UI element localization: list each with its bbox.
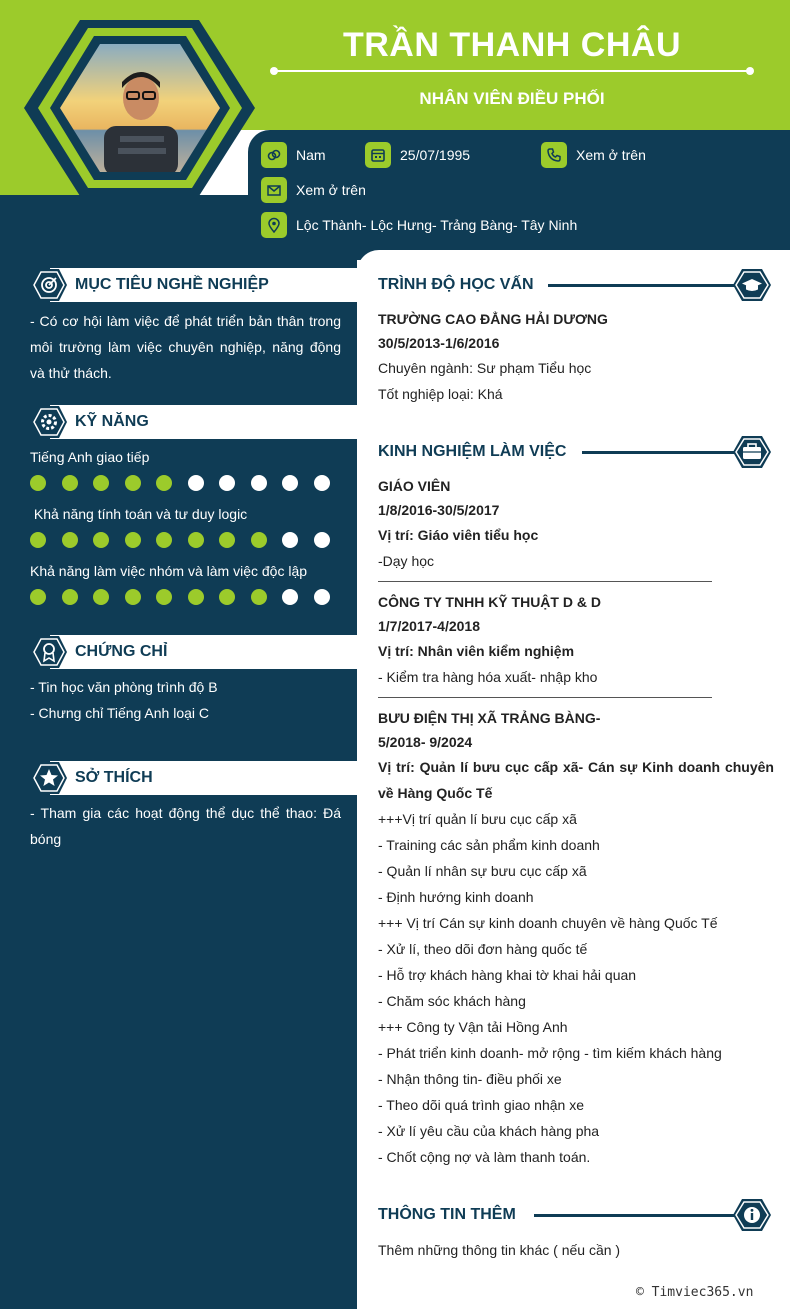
extra-info-heading: THÔNG TIN THÊM xyxy=(378,1198,774,1232)
job-description-line: - Hỗ trợ khách hàng khai tờ khai hải quan xyxy=(378,967,637,983)
job-description-line: - Chốt cộng nợ và làm thanh toán. xyxy=(378,1149,591,1165)
job-description-line: - Training các sản phẩm kinh doanh xyxy=(378,837,600,853)
skill-dot xyxy=(62,589,78,605)
graduation-cap-icon xyxy=(732,268,772,302)
email-icon xyxy=(261,177,287,203)
info-icon xyxy=(732,1198,772,1232)
gender-icon xyxy=(261,142,287,168)
name-divider xyxy=(272,70,752,72)
cert-item: - Tin học văn phòng trình độ B xyxy=(30,679,218,695)
skill-label: Khả năng tính toán và tư duy logic xyxy=(30,506,248,522)
skill-dot xyxy=(219,532,235,548)
objective-heading: MỤC TIÊU NGHỀ NGHIỆP xyxy=(30,268,269,302)
job-description-line: +++ Vị trí Cán sự kinh doanh chuyên về hàng Quốc Tế xyxy=(378,915,718,931)
skill-dot xyxy=(156,475,172,491)
job-company: BƯU ĐIỆN THỊ XÃ TRẢNG BÀNG- xyxy=(378,710,601,726)
skill-label: Khả năng làm việc nhóm và làm việc độc lập xyxy=(30,563,308,579)
target-icon xyxy=(30,268,68,302)
job-description-line: - Phát triển kinh doanh- mở rộng - tìm kiếm khách hàng xyxy=(378,1045,722,1061)
skill-dot xyxy=(156,589,172,605)
skill-dot xyxy=(93,532,109,548)
objective-text: - Có cơ hội làm việc để phát triển bản thân trong môi trường làm việc chuyên nghiệp, năng động và thử thách. xyxy=(30,313,341,381)
job-period: 1/8/2016-30/5/2017 xyxy=(378,502,500,518)
watermark: © Timviec365.vn xyxy=(636,1285,754,1300)
skill-dot xyxy=(30,532,46,548)
education-heading: TRÌNH ĐỘ HỌC VẤN xyxy=(378,268,774,302)
education-grade: Tốt nghiệp loại: Khá xyxy=(378,386,503,402)
education-major: Chuyên ngành: Sư phạm Tiểu học xyxy=(378,360,592,376)
skill-dot xyxy=(251,532,267,548)
skill-dot xyxy=(188,532,204,548)
skill-rating xyxy=(30,589,330,605)
job-position: Vị trí: Nhân viên kiểm nghiệm xyxy=(378,643,575,659)
job-position: Vị trí: Quản lí bưu cục cấp xã- Cán sự Kinh doanh chuyên về Hàng Quốc Tế xyxy=(378,759,774,801)
skill-dot xyxy=(282,532,298,548)
skill-label: Tiếng Anh giao tiếp xyxy=(30,449,150,465)
skill-dot xyxy=(156,532,172,548)
job-description-list xyxy=(378,806,774,1170)
birthday-row xyxy=(365,142,470,168)
job-company: GIÁO VIÊN xyxy=(378,478,451,494)
skill-dot xyxy=(30,475,46,491)
job-description-line: - Theo dõi quá trình giao nhận xe xyxy=(378,1097,585,1113)
skill-dot xyxy=(314,532,330,548)
cert-item: - Chưng chỉ Tiếng Anh loại C xyxy=(30,705,210,721)
job-description-line: +++Vị trí quản lí bưu cục cấp xã xyxy=(378,811,577,827)
phone-icon xyxy=(541,142,567,168)
skill-dot xyxy=(93,475,109,491)
birthday-value: 25/07/1995 xyxy=(400,147,471,163)
skill-dot xyxy=(125,589,141,605)
skill-dot xyxy=(62,532,78,548)
skill-dot xyxy=(219,589,235,605)
certs-heading: CHỨNG CHỈ xyxy=(30,635,167,669)
job-description-line: - Định hướng kinh doanh xyxy=(378,889,534,905)
skill-dot xyxy=(314,475,330,491)
job-description-line: - Xử lí, theo dõi đơn hàng quốc tế xyxy=(378,941,588,957)
job-period: 1/7/2017-4/2018 xyxy=(378,618,480,634)
job-description-line: +++ Công ty Vận tải Hồng Anh xyxy=(378,1019,568,1035)
candidate-name: TRẦN THANH CHÂU xyxy=(342,26,682,64)
education-period: 30/5/2013-1/6/2016 xyxy=(378,335,500,351)
job-period: 5/2018- 9/2024 xyxy=(378,734,473,750)
gender-row xyxy=(261,142,326,168)
skills-heading: KỸ NĂNG xyxy=(30,405,149,439)
skill-dot xyxy=(93,589,109,605)
hobbies-heading: SỞ THÍCH xyxy=(30,761,153,795)
email-value: Xem ở trên xyxy=(296,182,366,198)
address-value: Lộc Thành- Lộc Hưng- Trảng Bàng- Tây Ninh xyxy=(296,217,578,233)
skill-dot xyxy=(282,589,298,605)
skill-dot xyxy=(188,475,204,491)
education-school: TRƯỜNG CAO ĐẲNG HẢI DƯƠNG xyxy=(378,311,608,327)
extra-info-text: Thêm những thông tin khác ( nếu cần ) xyxy=(378,1242,621,1258)
location-pin-icon xyxy=(261,212,287,238)
gear-icon xyxy=(30,405,68,439)
email-row xyxy=(261,177,366,203)
skill-rating xyxy=(30,532,330,548)
award-icon xyxy=(30,635,68,669)
skill-rating xyxy=(30,475,330,491)
job-description: -Dạy học xyxy=(378,553,435,569)
phone-row xyxy=(541,142,646,168)
gender-value: Nam xyxy=(296,147,326,163)
job-description: - Kiểm tra hàng hóa xuất- nhập kho xyxy=(378,669,598,685)
skill-dot xyxy=(251,475,267,491)
calendar-icon xyxy=(365,142,391,168)
job-position: Vị trí: Giáo viên tiểu học xyxy=(378,527,539,543)
job-title: NHÂN VIÊN ĐIỀU PHỐI xyxy=(419,89,605,108)
job-description-line: - Chăm sóc khách hàng xyxy=(378,993,526,1009)
skill-dot xyxy=(30,589,46,605)
job-description-line: - Quản lí nhân sự bưu cục cấp xã xyxy=(378,863,587,879)
job-description-line: - Nhận thông tin- điều phối xe xyxy=(378,1071,562,1087)
experience-heading: KINH NGHIỆM LÀM VIỆC xyxy=(378,435,774,469)
skill-dot xyxy=(125,475,141,491)
job-divider xyxy=(378,581,712,582)
job-description-line: - Xử lí yêu cầu của khách hàng pha xyxy=(378,1123,600,1139)
star-icon xyxy=(30,761,68,795)
skill-dot xyxy=(188,589,204,605)
skill-dot xyxy=(62,475,78,491)
job-divider xyxy=(378,697,712,698)
briefcase-icon xyxy=(732,435,772,469)
skill-dot xyxy=(219,475,235,491)
skill-dot xyxy=(125,532,141,548)
skill-dot xyxy=(314,589,330,605)
avatar-frame xyxy=(22,18,257,198)
hobbies-text: - Tham gia các hoạt động thể dục thể thao: Đá bóng xyxy=(30,805,341,847)
phone-value: Xem ở trên xyxy=(576,147,646,163)
address-row xyxy=(261,212,577,238)
skill-dot xyxy=(282,475,298,491)
job-company: CÔNG TY TNHH KỸ THUẬT D & D xyxy=(378,594,601,610)
skill-dot xyxy=(251,589,267,605)
